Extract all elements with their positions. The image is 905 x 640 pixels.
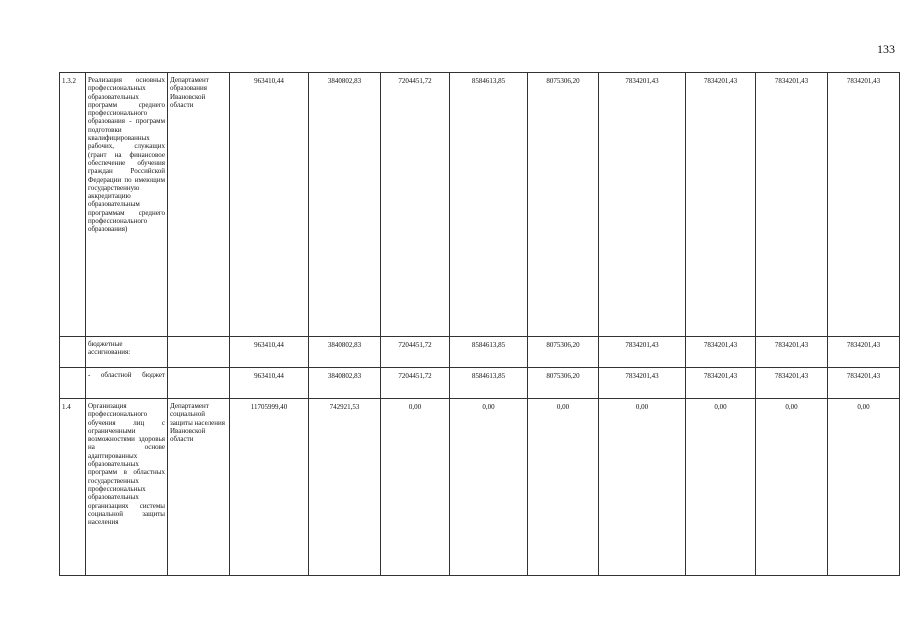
table-row [60,337,900,368]
value-cell: 11705999,40 [230,399,309,576]
value-cell: 8584613,85 [450,368,528,399]
value-cell: 3840802,83 [309,337,381,368]
row-name: Реализация основных профессиональных образовательных программ среднего профессионального образования - программ подготовки квалифицированных рабочих, служащих (грант на финансовое обеспечение обучения граждан Российской Федерации по имеющим государственную аккредитацию образовательным программам среднего профессионального образования) [86,73,168,337]
value-cell: 7834201,43 [686,73,756,337]
table-row [60,399,900,576]
value-cell: 7834201,43 [599,368,686,399]
value-cell: 7834201,43 [599,337,686,368]
value-cell: 963410,44 [230,337,309,368]
value-cell: 963410,44 [230,368,309,399]
value-cell: 7834201,43 [828,337,900,368]
value-cell: 0,00 [450,399,528,576]
value-cell: 963410,44 [230,73,309,337]
value-cell: 0,00 [756,399,828,576]
table-row [60,368,900,399]
page-number: 133 [877,42,895,56]
value-cell: 7834201,43 [828,73,900,337]
value-cell: 0,00 [599,399,686,576]
value-cell: 8075306,20 [528,73,599,337]
value-cell: 7204451,72 [381,337,450,368]
budget-table [59,72,900,576]
value-cell: 7834201,43 [686,337,756,368]
row-code [60,368,86,399]
row-name: - областной бюджет [86,368,168,399]
row-code: 1.4 [60,399,86,576]
value-cell: 0,00 [381,399,450,576]
value-cell: 0,00 [528,399,599,576]
value-cell: 7204451,72 [381,73,450,337]
row-executor [168,337,230,368]
value-cell: 8584613,85 [450,337,528,368]
value-cell: 7834201,43 [756,73,828,337]
row-executor: Департамент образования Ивановской области [168,73,230,337]
value-cell: 7834201,43 [828,368,900,399]
row-code: 1.3.2 [60,73,86,337]
row-name: бюджетные ассигнования: [86,337,168,368]
row-name: Организация профессионального обучения лиц с ограниченными возможностями здоровья на основе адаптированных образовательных программ в областных государственных профессиональных образовательных организациях системы социальной защиты населения [86,399,168,576]
value-cell: 0,00 [686,399,756,576]
value-cell: 8075306,20 [528,337,599,368]
value-cell: 3840802,83 [309,73,381,337]
value-cell: 3840802,83 [309,368,381,399]
value-cell: 7834201,43 [756,368,828,399]
row-executor: Департамент социальной защиты населения Ивановской области [168,399,230,576]
value-cell: 8075306,20 [528,368,599,399]
value-cell: 7834201,43 [756,337,828,368]
row-executor [168,368,230,399]
value-cell: 742921,53 [309,399,381,576]
value-cell: 7834201,43 [686,368,756,399]
row-code [60,337,86,368]
value-cell: 7834201,43 [599,73,686,337]
value-cell: 8584613,85 [450,73,528,337]
value-cell: 0,00 [828,399,900,576]
value-cell: 7204451,72 [381,368,450,399]
table-row [60,73,900,337]
